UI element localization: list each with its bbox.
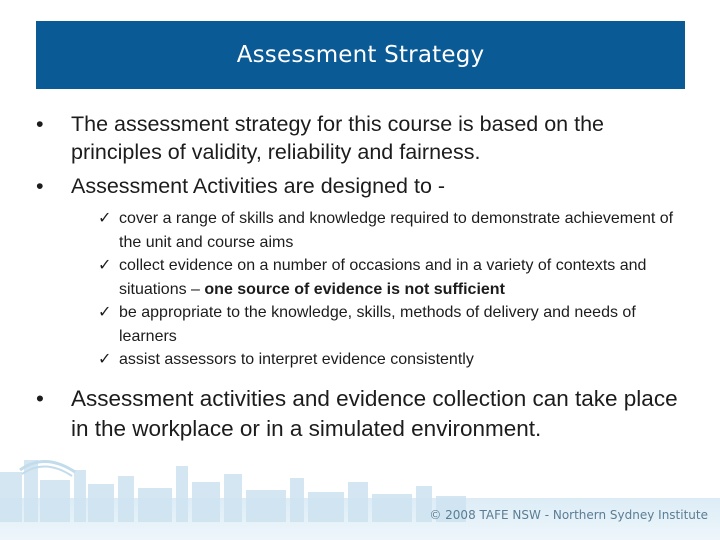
bullet-item [36,110,686,166]
emphasis-text: one source of evidence is not sufficient [204,280,505,298]
list-item-text: collect evidence on a number of occasions and in a variety of contexts and situations – [119,257,647,298]
bullet-glyph: • [36,385,44,411]
check-icon: ✓ [98,351,112,368]
bullet-text: Assessment activities and evidence collection can take place in the workplace or in a simulated environment. [71,385,678,441]
bullet-text: The assessment strategy for this course is based on the principles of validity, reliability and fairness. [71,112,604,164]
check-icon: ✓ [98,304,112,321]
bullet-item [36,172,686,200]
activity-list [36,207,686,372]
copyright-footer: © 2008 TAFE NSW - Northern Sydney Institute [429,508,708,522]
bullet-glyph: • [36,112,44,136]
bullet-text: Assessment Activities are designed to - [71,174,446,198]
check-icon: ✓ [98,210,112,227]
list-item [98,207,686,254]
list-item [98,348,686,372]
list-item-text: assist assessors to interpret evidence consistently [119,351,474,368]
bullet-item [36,384,686,444]
list-item [98,254,686,301]
check-icon: ✓ [98,257,112,274]
title-bar [36,21,685,89]
list-item-text: cover a range of skills and knowledge required to demonstrate achievement of the unit and course aims [119,210,674,251]
bullet-glyph: • [36,174,44,198]
list-item-text: be appropriate to the knowledge, skills, methods of delivery and needs of learners [119,304,636,345]
slide-title: Assessment Strategy [236,42,485,68]
slide-content [36,110,686,444]
list-item [98,301,686,348]
